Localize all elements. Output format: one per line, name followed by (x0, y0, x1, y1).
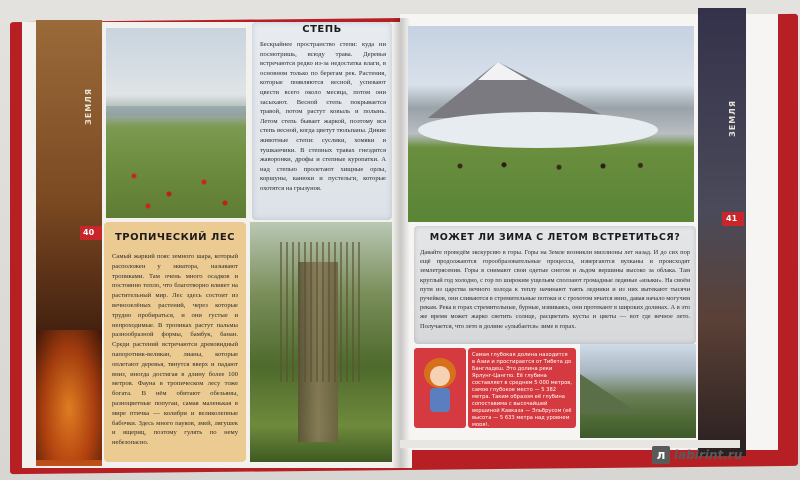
mountain-lake-photo (408, 26, 694, 222)
mountain-snow (478, 62, 528, 80)
girl-body-icon (430, 388, 450, 412)
girl-face-icon (430, 366, 450, 386)
fact-text: Самая глубокая долина находится в Азии и простирается от Тибета до Бангладеш. Это долина реки Ярлунг-Цангпо. Её глубина составляет в среднем 5 000 метров, самое глубокое место — 5 382 метра. Таким образом её глубина сопоставима с высочайшей вершиной Кавказа — Эльбрусом (её высота — 5 633 метра над уровнем моря). (472, 352, 572, 426)
hanging-vines (280, 242, 360, 382)
mountains-text: Давайте проведём экскурсию в горы. Горы на Земле возникли миллионы лет назад. И до сих пор ещё продолжаются горообразовательные процессы, извергаются вулканы и происходят землетрясения. Горы в снимают свои одетые снегом и льдом вершины высоко за облака. Там круглый год холодно, с гор по широким ущельям сползают громадные ледяные «языки». На своём пути из царства вечного холода к теплу начинают таять ледники и из них вытекают тысячи ручейков, они сливаются в стремительные потоки и с грохотом мчатся вниз, давая начало могучим рекам. Река в горах стремительные, бурные, извиваясь, они протекают в широких долинах. А в это же время может жарко светить солнце, расцветать кусты и цветы — вот где вечное лето. Получается, что лето в долине «улыбается» зиме в горах. (420, 249, 690, 330)
valley-photo (580, 344, 696, 438)
right-page-bottom-edge (400, 440, 740, 448)
mountains-title: МОЖЕТ ЛИ ЗИМА С ЛЕТОМ ВСТРЕТИТЬСЯ? (429, 232, 681, 243)
steppe-photo (106, 28, 246, 218)
tropical-forest-photo (250, 222, 392, 462)
watermark-text: labirint.ru (674, 448, 743, 462)
steppe-title: СТЕПЬ (302, 24, 342, 35)
tropical-text: Самый жаркий пояс земного шара, который расположен у экватора, называют тропиками. Там очень много осадков и постоянно тепло, что благотворно влияет на растительный мир. Лес здесь состоит из вечнозелёных растений, через которые трудно пробираться, и они густые и непроходимые. В тропиках растут пальмы разнообразной формы, бамбук, банан. Среди растений встречаются древовидный папоротник-великан, лианы, которые оплетают деревья, тянутся вверх и падают вниз, иногда достигая в длину более 100 метров. Фауна в тропическом лесу тоже богата. В нём обитают обезьяны, разноцветные попугаи, самая маленькая в мире птичка — колибри и великолепные бабочки. Здесь много пауков, змей, лягушек и ящериц, поэтому гулять по нему небезопасно. (112, 253, 238, 447)
right-page-number: 41 (726, 214, 738, 223)
left-page-number: 40 (83, 228, 95, 237)
valley-slope (580, 374, 640, 414)
left-section-label: ЗЕМЛЯ (84, 88, 93, 125)
right-edge-strip (698, 8, 746, 456)
steppe-text: Бескрайнее пространство степи: куда ни посмотришь, всюду трава. Деревья встречаются редко из-за недостатка влаги, в основном только по берегам рек. Растения, которые появляются весной, успевают цвести всего около месяца, потом они засыхают. Весной степь покрывается травой, потом растут ковыль и полынь. Летом степь бывает жаркой, поэтому вся степь весной, когда цветут тюльпаны. Дикие животные степи: суслики, хомяки и тушканчики. В степных травах гнездятся жаворонки, дрофы и степные куропатки. А над степью пролетают хищные орлы, коршуны, канюки и пустельги, которые охотятся на грызунов. (260, 41, 386, 192)
grazing-animals (438, 160, 658, 172)
steppe-horizon (106, 106, 246, 116)
mountain-lake (418, 112, 658, 148)
right-section-label: ЗЕМЛЯ (728, 100, 737, 137)
steppe-flowers (106, 158, 246, 218)
tropical-title: ТРОПИЧЕСКИЙ ЛЕС (114, 232, 235, 243)
left-edge-fire (36, 330, 102, 460)
watermark-logo-icon: л (652, 446, 670, 464)
